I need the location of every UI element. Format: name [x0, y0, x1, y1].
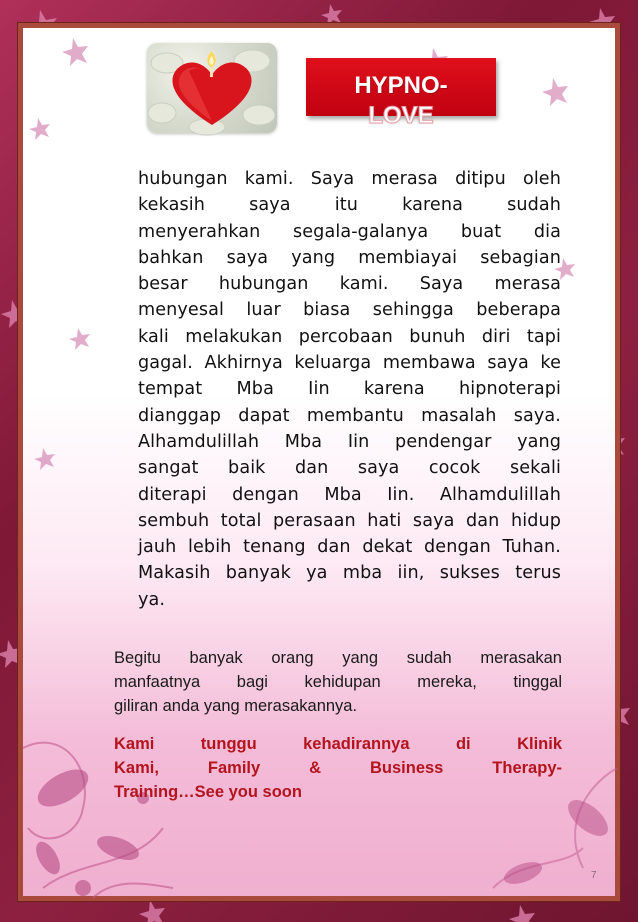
- text-line: jauh lebih tenang dan dekat dengan Tuhan.: [138, 537, 561, 558]
- text-line: hubungan kami. Saya merasa ditipu oleh: [138, 169, 561, 189]
- candle-heart-image: [147, 43, 277, 133]
- heart-candle-icon: [147, 43, 277, 133]
- page-number: 7: [591, 870, 597, 881]
- text-line: ya.: [138, 589, 166, 610]
- text-line: giliran anda yang merasakannya.: [114, 697, 358, 715]
- text-line: kekasih saya itu karena sudah: [138, 195, 561, 216]
- text-line: besar hubungan kami. Saya merasa: [138, 274, 561, 295]
- text-line: Training…See you soon: [114, 783, 302, 801]
- badge-overflow-text: LOVE: [368, 102, 434, 129]
- text-line: Begitu banyak orang yang sudah merasakan: [114, 649, 562, 667]
- text-line: Kami, Family & Business Therapy-: [114, 759, 562, 777]
- text-line: manfaatnya bagi kehidupan mereka, tinggal: [114, 673, 562, 691]
- text-line: Alhamdulillah Mba Iin pendengar yang: [138, 431, 561, 452]
- badge-title: HYPNO-: [354, 72, 448, 99]
- text-line: sembuh total perasaan hati saya dan hidup: [138, 510, 561, 531]
- call-to-action: [114, 732, 562, 804]
- closing-paragraph: [114, 646, 562, 718]
- text-line: menyerahkan segala-galanya buat dia: [138, 221, 561, 242]
- text-line: Kami tunggu kehadirannya di Klinik: [114, 735, 562, 753]
- text-line: sangat baik dan saya cocok sekali: [138, 458, 561, 479]
- text-line: diterapi dengan Mba Iin. Alhamdulillah: [138, 484, 561, 505]
- text-line: dianggap dapat membantu masalah saya.: [138, 405, 561, 426]
- text-line: Makasih banyak ya mba iin, sukses terus: [138, 563, 561, 584]
- text-line: menyesal luar biasa sehingga beberapa: [138, 300, 561, 321]
- hypno-love-badge: [306, 58, 496, 116]
- text-line: kali melakukan percobaan bunuh diri tapi: [138, 326, 561, 347]
- text-line: tempat Mba Iin karena hipnoterapi: [138, 379, 561, 400]
- text-line: gagal. Akhirnya keluarga membawa saya ke: [138, 353, 561, 374]
- testimonial-text: [138, 166, 561, 613]
- text-line: bahkan saya yang membiayai sebagian: [138, 247, 561, 268]
